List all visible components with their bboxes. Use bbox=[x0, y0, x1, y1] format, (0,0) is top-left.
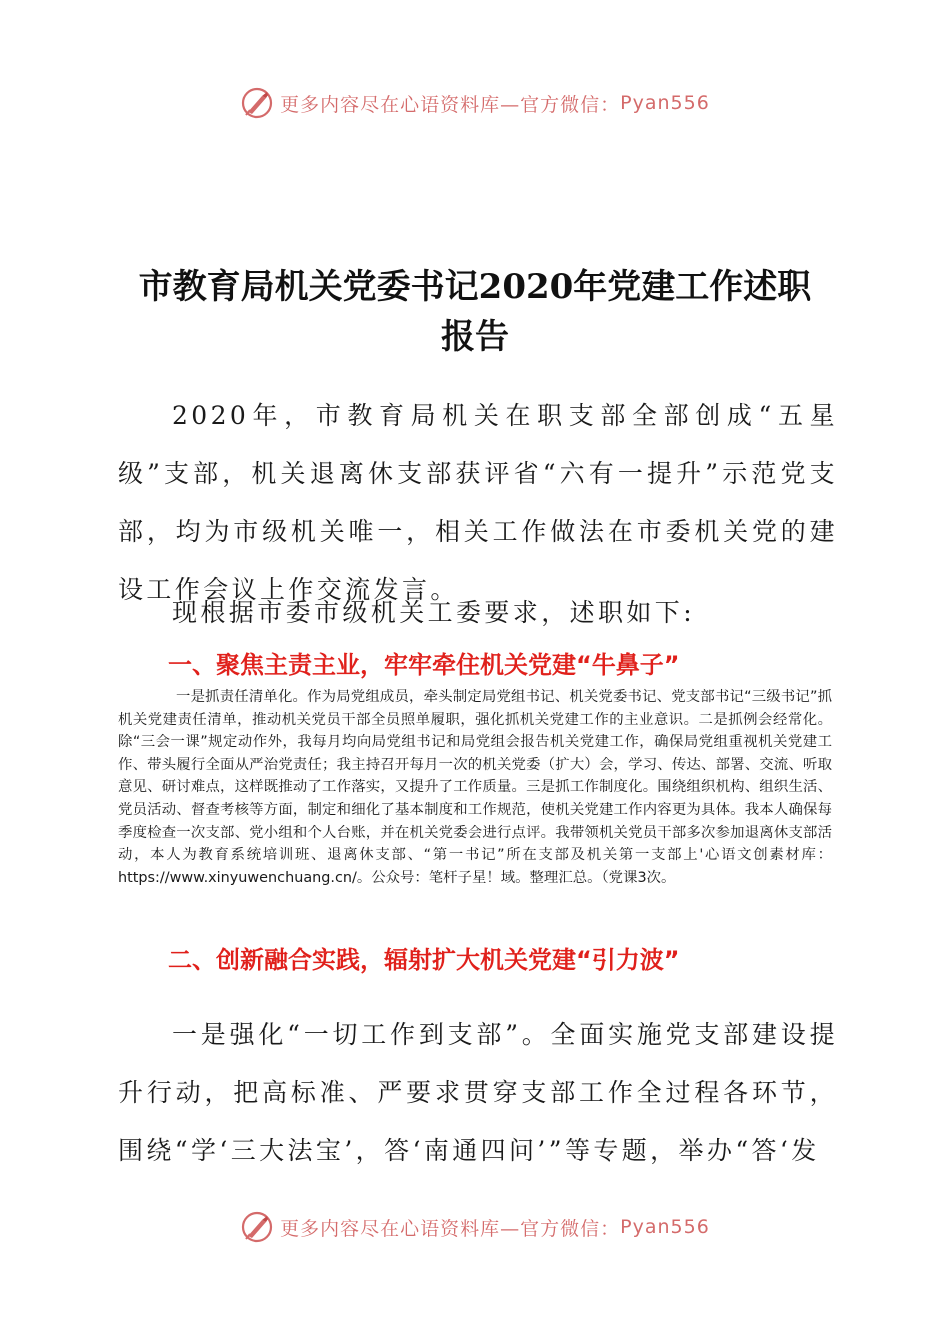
section-2-body: 一是强化“一切工作到支部”。全面实施党支部建设提升行动，把高标准、严要求贯穿支部工作全过程各环节，围绕“学‘三大法宝’，答‘南通四问’”等专题，举办“答‘发 bbox=[118, 1020, 838, 1165]
lead-paragraph: 现根据市委市级机关工委要求，述职如下: bbox=[172, 598, 696, 627]
header-watermark bbox=[0, 86, 950, 120]
watermark-text: 更多内容尽在心语资料库—官方微信： bbox=[280, 1217, 621, 1240]
pen-feather-logo-icon bbox=[240, 1210, 274, 1244]
watermark-wechat-handle: Pyan556 bbox=[620, 1216, 710, 1238]
title-line-2: 报告 bbox=[441, 317, 509, 357]
document-title bbox=[100, 262, 850, 362]
watermark-text: 更多内容尽在心语资料库—官方微信： bbox=[280, 93, 621, 116]
section-1-body: 一是抓责任清单化。作为局党组成员，牵头制定局党组书记、机关党委书记、党支部书记“三级书记”抓机关党建责任清单，推动机关党员干部全员照单履职，强化抓机关党建工作的主业意识。二是抓例会经常化。除“三会一课”规定动作外，我每月均向局党组书记和局党组会报告机关党建工作，确保局党组重视机关党建工作、带头履行全面从严治党责任；我主持召开每月一次的机关党委（扩大）会，学习、传达、部署、交流、听取意见、研讨难点，这样既推动了工作落实，又提升了工作质量。三是抓工作制度化。围绕组织机构、组织生活、党员活动、督查考核等方面，制定和细化了基本制度和工作规范，使机关党建工作内容更为具体。我本人确保每季度检查一次支部、党小组和个人台账，并在机关党委会进行点评。我带领机关党员干部多次参加退离休支部活动，本人为教育系统培训班、退离休支部、“第一书记”所在支部及机关第一支部上'心语文创素材库：https://www.xinyuwenchuang.cn/。公众号：笔杆子星！域。整理汇总。（党课3次。 bbox=[118, 689, 832, 886]
section-1-heading: 一、聚焦主责主业，牢牢牵住机关党建“牛鼻子” bbox=[168, 651, 680, 679]
pen-feather-logo-icon bbox=[240, 86, 274, 120]
title-line-1: 市教育局机关党委书记2020年党建工作述职 bbox=[138, 267, 812, 307]
section-2-heading: 二、创新融合实践，辐射扩大机关党建“引力波” bbox=[168, 946, 680, 974]
intro-paragraph: 2020年，市教育局机关在职支部全部创成“五星级”支部，机关退离休支部获评省“六有一提升”示范党支部，均为市级机关唯一，相关工作做法在市委机关党的建设工作会议上作交流发言。 bbox=[118, 401, 838, 604]
footer-watermark bbox=[0, 1210, 950, 1244]
watermark-wechat-handle: Pyan556 bbox=[620, 92, 710, 114]
